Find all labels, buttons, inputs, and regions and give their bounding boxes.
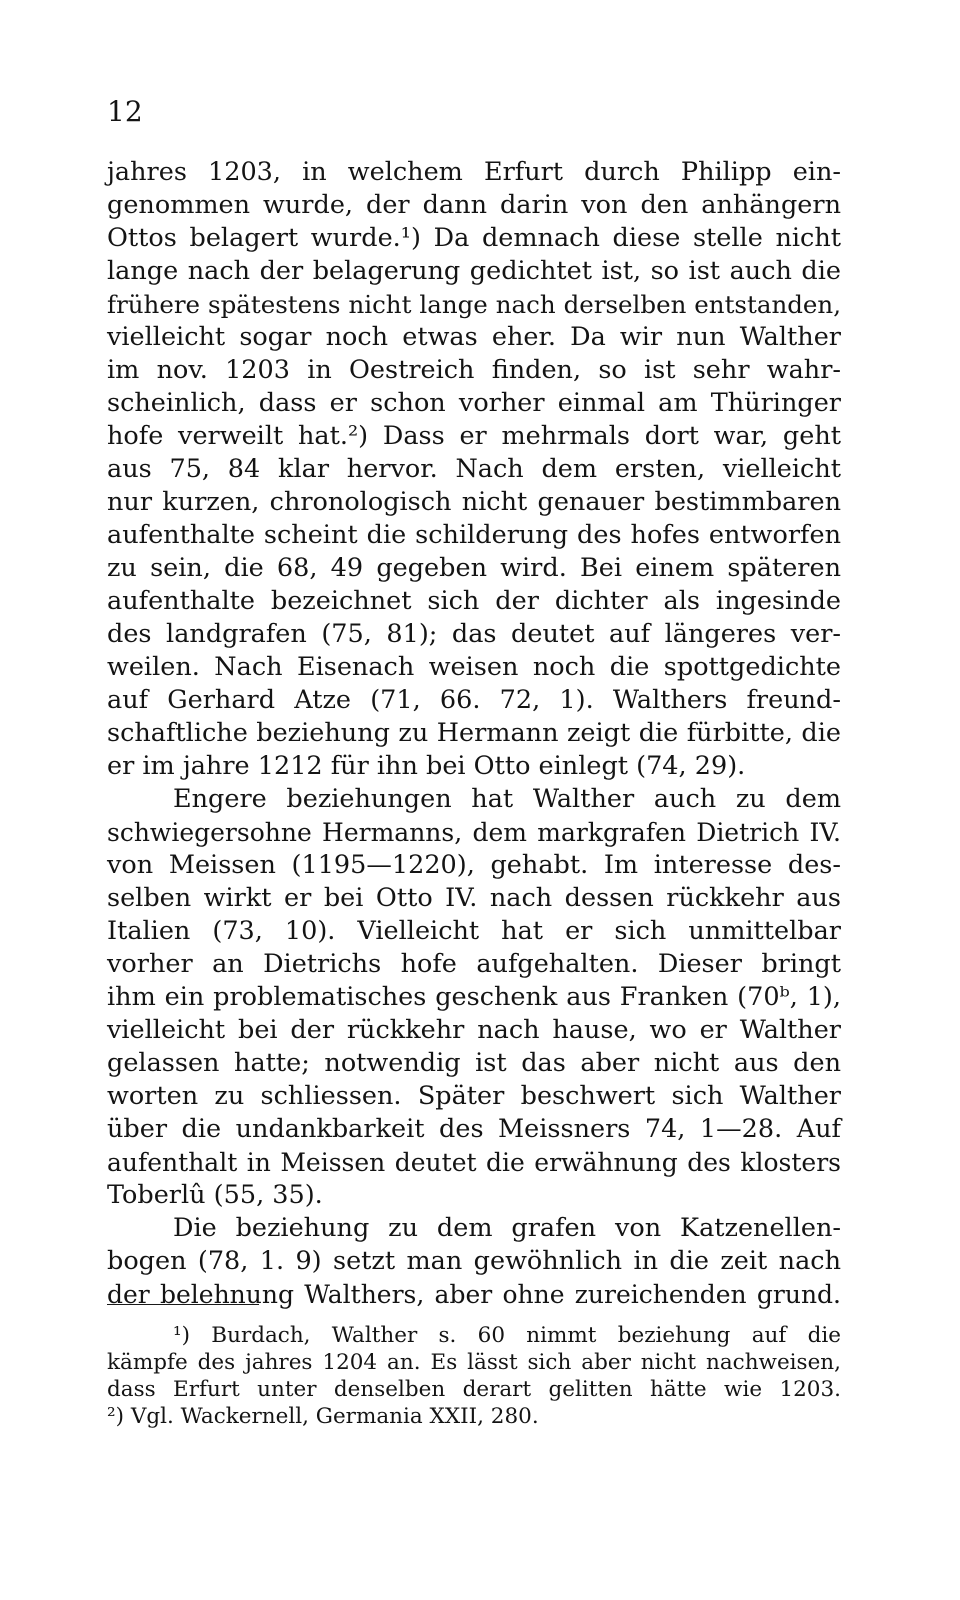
text-line: aufenthalte scheint die schilderung des hofes entworfen (107, 520, 841, 550)
text-line: ihm ein problematisches geschenk aus Franken (70ᵇ, 1), (107, 982, 841, 1012)
text-line: schwiegersohne Hermanns, dem markgrafen Dietrich IV. (107, 818, 841, 847)
page-number: 12 (107, 95, 143, 128)
text-line: hofe verweilt hat.²) Dass er mehrmals dort war, geht (107, 421, 841, 451)
text-line: selben wirkt er bei Otto IV. nach dessen rückkehr aus (107, 883, 841, 913)
text-line: worten zu schliessen. Später beschwert sich Walther (107, 1081, 841, 1111)
footnote-line: kämpfe des jahres 1204 an. Es lässt sich aber nicht nachweisen, (107, 1350, 841, 1375)
footnote-line: ¹) Burdach, Walther s. 60 nimmt beziehung auf die (173, 1323, 841, 1348)
body-text (107, 156, 841, 1311)
text-line: im nov. 1203 in Oestreich finden, so ist sehr wahr- (107, 355, 841, 385)
text-line: der belehnung Walthers, aber ohne zureichenden grund. (107, 1280, 841, 1309)
text-line: von Meissen (1195—1220), gehabt. Im interesse des- (107, 850, 841, 880)
text-line: vorher an Dietrichs hofe aufgehalten. Dieser bringt (107, 949, 841, 979)
text-line: vielleicht bei der rückkehr nach hause, wo er Walther (107, 1015, 841, 1045)
text-line: Toberlû (55, 35). (107, 1180, 323, 1210)
text-line: weilen. Nach Eisenach weisen noch die spottgedichte (107, 652, 841, 682)
footnote-line: ²) Vgl. Wackernell, Germania XXII, 280. (107, 1404, 539, 1429)
text-line: zu sein, die 68, 49 gegeben wird. Bei einem späteren (107, 553, 841, 583)
text-line: Die beziehung zu dem grafen von Katzenellen- (173, 1213, 841, 1243)
text-line: Ottos belagert wurde.¹) Da demnach diese stelle nicht (107, 223, 841, 253)
footnotes (107, 1322, 841, 1430)
text-line: aufenthalte bezeichnet sich der dichter als ingesinde (107, 586, 841, 616)
text-line: aufenthalt in Meissen deutet die erwähnung des klosters (107, 1148, 841, 1177)
text-line: Italien (73, 10). Vielleicht hat er sich unmittelbar (107, 916, 841, 946)
footnote-divider (107, 1304, 259, 1305)
text-line: scheinlich, dass er schon vorher einmal am Thüringer (107, 388, 841, 418)
text-line: lange nach der belagerung gedichtet ist, so ist auch die (107, 256, 841, 286)
text-line: gelassen hatte; notwendig ist das aber nicht aus den (107, 1048, 841, 1078)
text-line: schaftliche beziehung zu Hermann zeigt die fürbitte, die (107, 718, 841, 748)
text-line: aus 75, 84 klar hervor. Nach dem ersten, vielleicht (107, 454, 841, 484)
text-line: des landgrafen (75, 81); das deutet auf längeres ver- (107, 619, 841, 649)
text-line: frühere spätestens nicht lange nach derselben entstanden, (107, 290, 841, 319)
text-line: jahres 1203, in welchem Erfurt durch Philipp ein- (107, 157, 841, 187)
text-line: über die undankbarkeit des Meissners 74, 1—28. Auf (107, 1114, 841, 1144)
text-line: Engere beziehungen hat Walther auch zu dem (173, 784, 841, 814)
text-line: auf Gerhard Atze (71, 66. 72, 1). Walthers freund- (107, 685, 841, 715)
footnote-line: dass Erfurt unter denselben derart gelitten hätte wie 1203. (107, 1377, 841, 1402)
text-line: vielleicht sogar noch etwas eher. Da wir nun Walther (107, 322, 841, 352)
text-line: nur kurzen, chronologisch nicht genauer bestimmbaren (107, 487, 841, 517)
text-line: bogen (78, 1. 9) setzt man gewöhnlich in die zeit nach (107, 1246, 841, 1276)
text-line: genommen wurde, der dann darin von den anhängern (107, 190, 841, 220)
text-line: er im jahre 1212 für ihn bei Otto einlegt (74, 29). (107, 751, 746, 781)
